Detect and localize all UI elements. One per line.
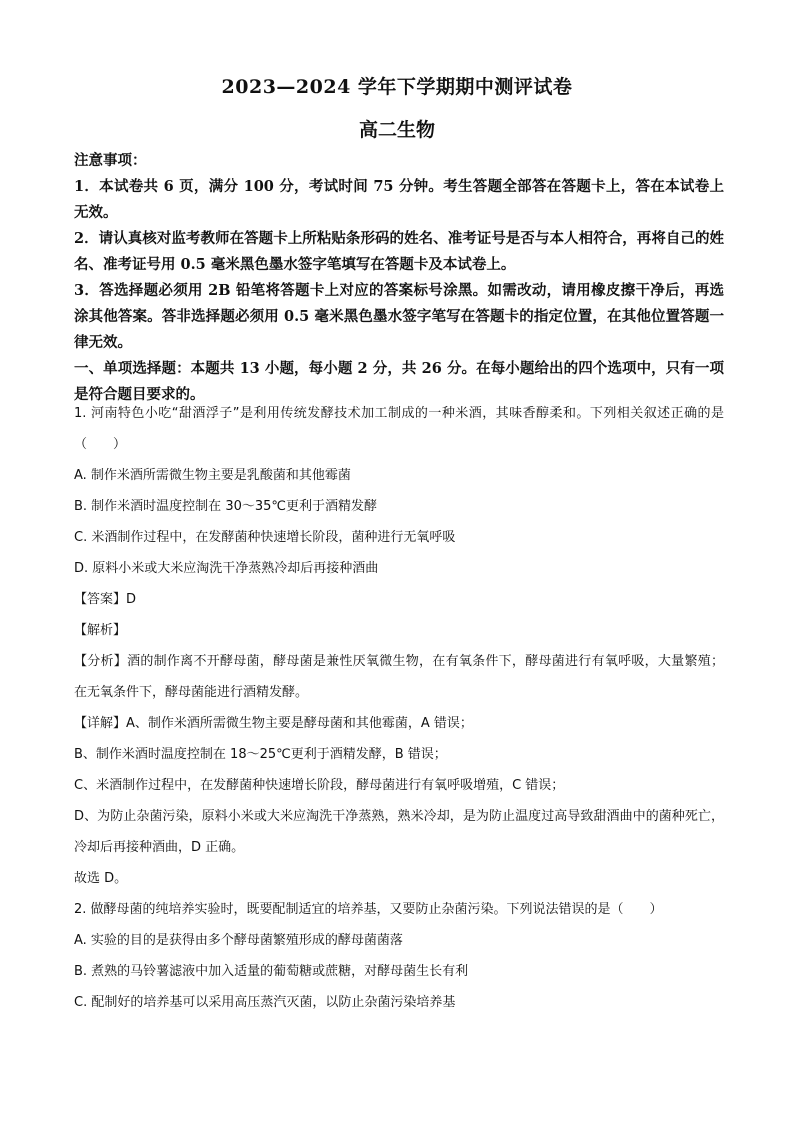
section-heading: 一、单项选择题：本题共 13 小题，每小题 2 分，共 26 分。在每小题给出的四个选项中，只有一项是符合题目要求的。 xyxy=(74,360,724,403)
answer-tag: 【答案】 xyxy=(74,592,127,607)
q1-option-b: B. 制作米酒时温度控制在 30～35℃更利于酒精发酵 xyxy=(74,499,377,514)
note-item-1: 1．本试卷共 6 页，满分 100 分，考试时间 75 分钟。考生答题全部答在答题卡上，答在本试卷上无效。 xyxy=(74,178,724,221)
q1-option-a: A. 制作米酒所需微生物主要是乳酸菌和其他霉菌 xyxy=(74,468,351,483)
q1-conclusion: 故选 D。 xyxy=(74,871,128,886)
question-body xyxy=(74,398,724,1018)
fenxi-tag: 【分析】 xyxy=(74,654,128,669)
q1-fenxi xyxy=(74,646,724,708)
fenxi-text: 酒的制作离不开酵母菌，酵母菌是兼性厌氧微生物，在有氧条件下，酵母菌进行有氧呼吸，大量繁殖；在无氧条件下，酵母菌能进行酒精发酵。 xyxy=(74,654,724,700)
xiangjie-a-text: A、制作米酒所需微生物主要是酵母菌和其他霉菌，A 错误； xyxy=(126,716,473,731)
q1-xiangjie-b: B、制作米酒时温度控制在 18～25℃更利于酒精发酵，B 错误； xyxy=(74,747,447,762)
q1-xiangjie-a xyxy=(74,708,724,739)
q1-xiangjie-c: C、米酒制作过程中，在发酵菌种快速增长阶段，酵母菌进行有氧呼吸增殖，C 错误； xyxy=(74,778,565,793)
q1-xiangjie-d: D、为防止杂菌污染，原料小米或大米应淘洗干净蒸熟，熟米冷却，是为防止温度过高导致甜酒曲中的菌种死亡，冷却后再接种酒曲，D 正确。 xyxy=(74,809,724,855)
notes-heading: 注意事项： xyxy=(74,152,147,169)
page-title: 2023—2024 学年下学期期中测评试卷 xyxy=(221,76,573,98)
q2-option-c: C. 配制好的培养基可以采用高压蒸汽灭菌，以防止杂菌污染培养基 xyxy=(74,995,456,1010)
note-item-3: 3．答选择题必须用 2B 铅笔将答题卡上对应的答案标号涂黑。如需改动，请用橡皮擦干净后，再选涂其他答案。答非选择题必须用 0.5 毫米黑色墨水签字笔写在答题卡的指定位置，在其他位置答题一律无效。 xyxy=(74,282,724,351)
note-item-2: 2．请认真核对监考教师在答题卡上所粘贴条形码的姓名、准考证号是否与本人相符合，再将自己的姓名、准考证号用 0.5 毫米黑色墨水签字笔填写在答题卡及本试卷上。 xyxy=(74,230,724,273)
q1-stem: 1. 河南特色小吃“甜酒浮子”是利用传统发酵技术加工制成的一种米酒，其味香醇柔和。下列相关叙述正确的是（ ） xyxy=(74,406,724,452)
q2-option-a: A. 实验的目的是获得由多个酵母菌繁殖形成的酵母菌菌落 xyxy=(74,933,403,948)
q1-option-c: C. 米酒制作过程中，在发酵菌种快速增长阶段，菌种进行无氧呼吸 xyxy=(74,530,456,545)
q2-stem: 2. 做酵母菌的纯培养实验时，既要配制适宜的培养基，又要防止杂菌污染。下列说法错误的是（ ） xyxy=(74,902,663,917)
q1-answer xyxy=(74,584,724,615)
notes-section xyxy=(74,148,724,408)
page-subtitle: 高二生物 xyxy=(358,119,435,141)
answer-value: D xyxy=(126,592,137,607)
xiangjie-tag: 【详解】 xyxy=(74,716,127,731)
q1-option-d: D. 原料小米或大米应淘洗干净蒸熟冷却后再接种酒曲 xyxy=(74,561,379,576)
q2-option-b: B. 煮熟的马铃薯滤液中加入适量的葡萄糖或蔗糖，对酵母菌生长有利 xyxy=(74,964,469,979)
q1-analysis-tag: 【解析】 xyxy=(74,623,127,638)
